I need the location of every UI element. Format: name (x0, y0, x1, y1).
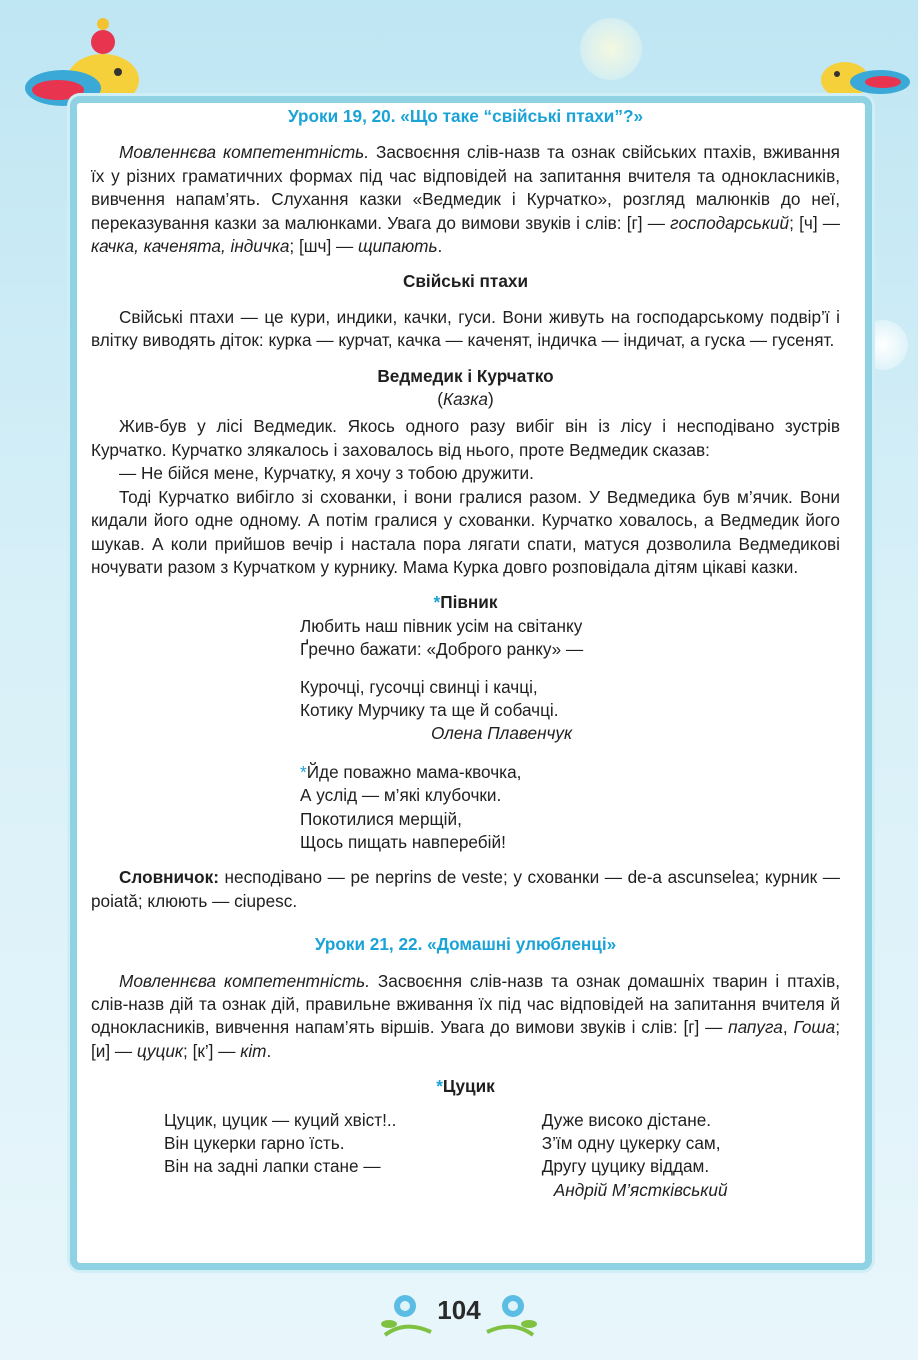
separator: ; [шч] — (289, 236, 358, 257)
separator: ; [и] — (91, 1017, 840, 1061)
poem-title (91, 1075, 840, 1098)
lesson-title: Уроки 21, 22. «Домашні улюбленці» (314, 934, 617, 955)
poem-line: З’їм одну цукерку сам, (541, 1133, 721, 1154)
separator: , (782, 1017, 794, 1038)
poem-title-text: Цуцик (442, 1076, 495, 1097)
example-word: господарський (670, 212, 790, 233)
competence-text: Засвоєння слів-назв та ознак свійських птахів, вживання їх у різних граматичних формах під час відповідей на запитання вчителя та однокласників, вивчення напам’ять. Слухання казки «Ведмедик і Курчатко», розгляд малюнків до неї, переказування казки за малюнками. Увага до вимови звуків і слів: [г] — (91, 142, 840, 233)
separator: ; [к’] — (183, 1040, 241, 1061)
separator: ; [ч] — (789, 212, 840, 233)
poem-line: Цуцик, цуцик — куций хвіст!.. (164, 1109, 397, 1130)
poem-column (542, 1109, 840, 1203)
tale-paragraph: Тоді Курчатко вибігло зі схованки, і вони гралися разом. У Ведмедика був м’ячик. Вони кидали його одне одному. А потім гралися у схованки. Курчатко ховалось, а Ведмедик його шукав. А коли прийшов вечір і настала пора лягати спати, матуся дозволила Ведмедикові ночувати разом з Курчатком у курнику. Мама Курка довго розповідала дітям цікаві казки. (91, 486, 840, 577)
competence-paragraph (91, 970, 840, 1064)
poem-column (164, 1109, 542, 1203)
competence-paragraph (91, 141, 840, 258)
page-number: 104 (437, 1295, 481, 1326)
poem-line: Дуже високо дістане. (541, 1109, 712, 1130)
poem-title-text: Півник (440, 592, 498, 613)
star-mark: * (300, 761, 307, 782)
competence-label: Мовленнєва компетентність. (119, 970, 370, 991)
tale-title: Ведмедик і Курчатко (377, 365, 554, 386)
poem-line: Він на задні лапки стане — (164, 1156, 381, 1177)
separator: . (437, 236, 443, 257)
poem-line: Любить наш півник усім на світанку (300, 615, 583, 636)
competence-label: Мовленнєва компетентність. (119, 142, 369, 163)
poem-line: Котику Мурчику та ще й собачці. (300, 699, 559, 720)
flower-right-icon (485, 1290, 543, 1340)
poem (300, 761, 840, 855)
tale-genre (91, 388, 840, 411)
star-mark: * (436, 1076, 443, 1097)
paren: ) (487, 389, 494, 410)
vocabulary-label: Словничок: (119, 867, 219, 888)
example-word: щипають (358, 236, 438, 257)
sun-decoration (580, 18, 642, 80)
poem-line: Щось пищать навперебій! (300, 831, 506, 852)
poem-author: Олена Плавенчук (431, 723, 573, 744)
tale-paragraph: Жив-був у лісі Ведмедик. Якось одного разу вибіг він із лісу і несподівано зустрів Курчатко. Курчатко злякалось і заховалось від нього, проте Ведмедик сказав: (91, 416, 840, 460)
poem-line: А услід — м’які клубочки. (300, 785, 502, 806)
poem-title (91, 591, 840, 614)
tale-paragraph: — Не бійся мене, Курчатку, я хочу з тобою дружити. (119, 463, 534, 484)
vocabulary-text: несподівано — pe neprins de veste; у схованки — de-a ascunselea; курник — poiată; клюють — ciupesc. (91, 867, 840, 911)
example-word: Гоша (793, 1017, 836, 1038)
separator: . (266, 1040, 272, 1061)
vocabulary (91, 866, 840, 913)
example-word: папуга (728, 1017, 783, 1038)
page-content (91, 103, 840, 1202)
poem-line (300, 761, 840, 784)
poem-line: Він цукерки гарно їсть. (164, 1133, 345, 1154)
poem-line: Ґречно бажати: «Доброго ранку» — (300, 639, 584, 660)
poem-two-columns (164, 1109, 840, 1203)
example-word: качка, каченята, індичка (91, 236, 290, 257)
poem-line: Курочці, гусочці свинці і качці, (300, 676, 538, 697)
poem-line: Другу цуцику віддам. (541, 1156, 710, 1177)
example-word: цуцик (136, 1040, 184, 1061)
genre-label: Казка (443, 389, 488, 410)
competence-text: Засвоєння слів-назв та ознак домашніх тварин і птахів, слів-назв дій та ознак дій, правильне вживання їх під час відповідей на запитання вчителя й однокласників, вивчення напам’ять віршів. Увага до вимови звуків і слів: [г] — (91, 970, 841, 1038)
paren: ( (437, 389, 443, 410)
page-footer (0, 1290, 918, 1340)
poem (300, 615, 840, 723)
poem-line: Покотилися мерщій, (300, 808, 462, 829)
example-word: кіт (240, 1040, 267, 1061)
section-heading: Свійські птахи (402, 271, 529, 292)
star-mark: * (433, 592, 441, 613)
poem-line-text: Йде поважно мама-квочка, (306, 761, 522, 782)
lesson-title: Уроки 19, 20. «Що таке “свійські птахи”?» (287, 106, 644, 126)
poem-author: Андрій М’ястківський (553, 1179, 728, 1200)
flower-left-icon (375, 1290, 433, 1340)
section-text: Свійські птахи — це кури, индики, качки, гуси. Вони живуть на господарському подвір’ї і влітку виводять діток: курка — курчат, качка — каченят, індичка — індичат, а гуска — гусенят. (91, 306, 840, 351)
